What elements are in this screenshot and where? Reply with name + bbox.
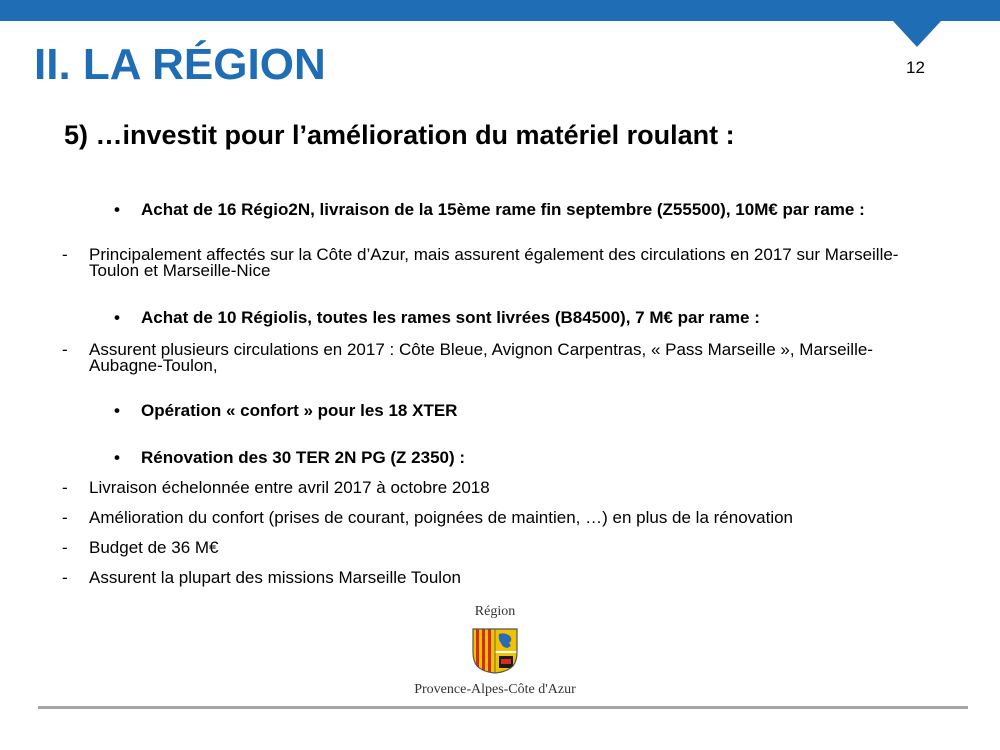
region-shield-icon bbox=[469, 626, 521, 678]
banner-notch bbox=[893, 21, 941, 47]
section-subtitle: 5) …investit pour l’amélioration du matériel roulant : bbox=[64, 120, 735, 150]
dash-marker: - bbox=[62, 245, 68, 264]
bullet-item-regio2n bbox=[114, 202, 914, 218]
region-logo bbox=[400, 604, 590, 698]
bullet-item-renovation bbox=[114, 450, 914, 466]
dash-item-affectation bbox=[62, 247, 922, 279]
dash-marker: - bbox=[62, 538, 68, 557]
dash-item-livraison bbox=[62, 480, 922, 496]
bullet-text: Achat de 10 Régiolis, toutes les rames sont livrées (B84500), 7 M€ par rame : bbox=[141, 308, 760, 327]
page-number: 12 bbox=[906, 58, 925, 77]
bullet-marker: • bbox=[114, 308, 120, 327]
dash-item-missions bbox=[62, 570, 922, 586]
bullet-marker: • bbox=[114, 200, 120, 219]
dash-item-amelioration bbox=[62, 510, 922, 526]
logo-bottom-text: Provence-Alpes-Côte d'Azur bbox=[414, 682, 576, 697]
slide-title: II. LA RÉGION bbox=[34, 40, 326, 89]
bullet-item-regiolis bbox=[114, 310, 914, 326]
dash-text: Budget de 36 M€ bbox=[89, 538, 219, 557]
dash-item-circulations bbox=[62, 342, 922, 374]
dash-text: Amélioration du confort (prises de courant, poignées de maintien, …) en plus de la rénovation bbox=[89, 508, 794, 527]
footer-divider bbox=[38, 706, 968, 709]
bullet-text: Achat de 16 Régio2N, livraison de la 15ème rame fin septembre (Z55500), 10M€ par rame : bbox=[141, 200, 865, 219]
bullet-marker: • bbox=[114, 401, 120, 420]
bullet-text: Opération « confort » pour les 18 XTER bbox=[141, 401, 458, 420]
dash-marker: - bbox=[62, 478, 68, 497]
dash-marker: - bbox=[62, 508, 68, 527]
bullet-item-confort bbox=[114, 403, 914, 419]
dash-text: Livraison échelonnée entre avril 2017 à octobre 2018 bbox=[89, 478, 490, 497]
dash-item-budget bbox=[62, 540, 922, 556]
dash-marker: - bbox=[62, 340, 68, 359]
dash-marker: - bbox=[62, 568, 68, 587]
logo-top-text: Région bbox=[474, 604, 516, 619]
bullet-text: Rénovation des 30 TER 2N PG (Z 2350) : bbox=[141, 448, 466, 467]
dash-text: Principalement affectés sur la Côte d’Azur, mais assurent également des circulations en 2017 sur Marseille-Toulon et Marseille-Nice bbox=[89, 245, 899, 280]
top-banner bbox=[0, 0, 1000, 21]
dash-text: Assurent plusieurs circulations en 2017 : Côte Bleue, Avignon Carpentras, « Pass Marseille », Marseille-Aubagne-Toulon, bbox=[89, 340, 873, 375]
bullet-marker: • bbox=[114, 448, 120, 467]
dash-text: Assurent la plupart des missions Marseille Toulon bbox=[89, 568, 461, 587]
